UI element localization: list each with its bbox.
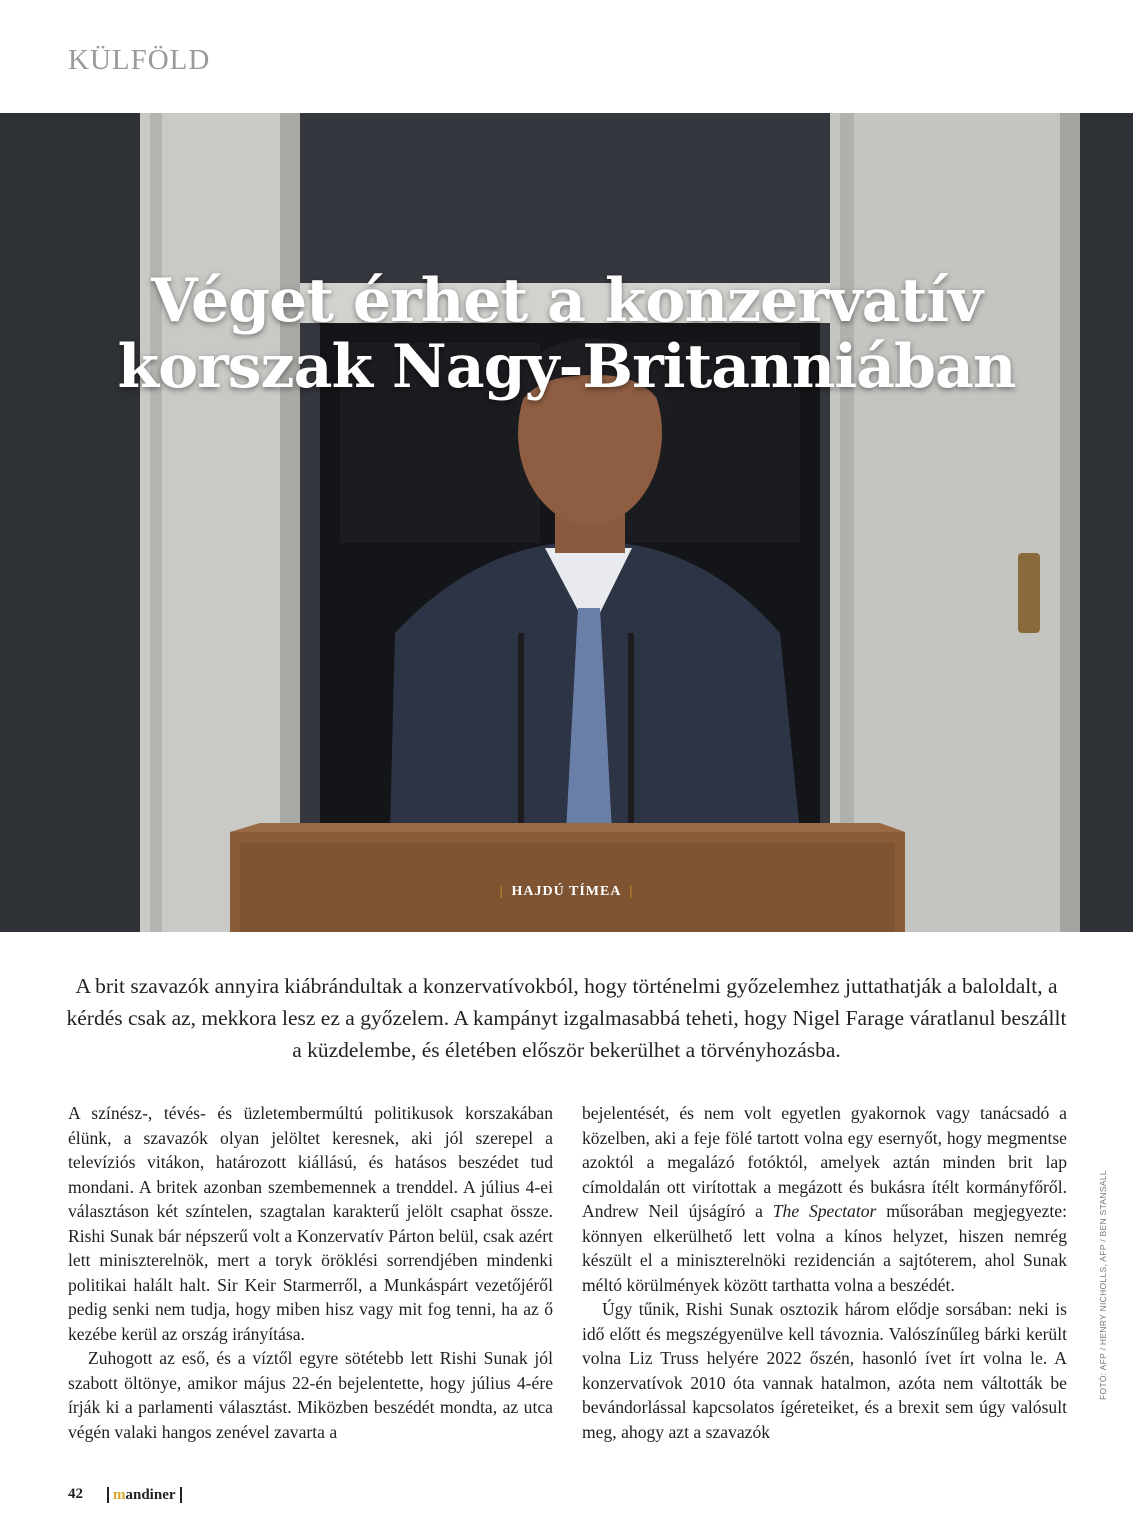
section-label: KÜLFÖLD — [68, 44, 211, 76]
paragraph: Zuhogott az eső, és a víztől egyre sötétebb lett Rishi Sunak jól szabott öltönye, amikor május 22-én bejelentette, hogy július 4-ére írják ki a parlamenti választást. Miközben beszédét mondta, az utca végén valaki hangos zenével zavarta a — [68, 1348, 553, 1442]
publication-title: The Spectator — [772, 1201, 877, 1221]
logo-text: andiner — [125, 1486, 176, 1503]
hero-photo — [0, 113, 1133, 932]
lead-paragraph: A brit szavazók annyira kiábrándultak a konzervatívokból, hogy történelmi győzelemhez juttathatják a baloldalt, a kérdés csak az, mekkora lesz ez a győzelem. A kampányt izgalmasabbá teheti, hogy Nigel Farage váratlanul beszállt a küzdelembe, és életében először bekerülhet a törvényhozásba. — [66, 974, 1067, 1062]
paragraph: Úgy tűnik, Rishi Sunak osztozik három elődje sorsában: neki is idő előtt és megszégyenülve kell távoznia. Valószínűleg bárki került volna Liz Truss helyére 2022 őszén, hasonló ívet írt volna le. A konzervatívok 2010 óta vannak hatalmon, azóta nem váltották be bevándorlással kapcsolatos ígéreteiket, és a brexit sem úgy valósult meg, ahogy azt a szavazók — [582, 1299, 1067, 1442]
page-footer — [68, 1486, 182, 1503]
byline-author: HAJDÚ TÍMEA — [511, 884, 622, 899]
paragraph-text: bejelentését, és nem volt egyetlen gyakornok vagy tanácsadó a közelben, aki a feje fölé tartott volna egy esernyőt, hogy megmentse azoktól a megalázó fotóktól, amelyek aztán minden brit lap címoldalán ott virítottak a megázott és bukásra ítélt kormányfőről. Andrew Neil újságíró a — [582, 1103, 1067, 1221]
publication-logo — [107, 1487, 182, 1503]
photo-credit: FOTÓ: AFP / HENRY NICHOLLS, AFP / BEN STANSALL — [1098, 1170, 1108, 1400]
headline-line-2: korszak Nagy-Britanniában — [117, 332, 1016, 402]
byline-divider-left: | — [499, 884, 504, 899]
article-column-left — [68, 1101, 553, 1444]
headline-line-1: Véget érhet a konzervatív — [150, 266, 983, 336]
headline — [0, 268, 1133, 400]
byline — [0, 884, 1133, 900]
article-column-right — [582, 1101, 1067, 1444]
paragraph-text: műsorában megjegyezte: könnyen elkerülhető lett volna a kínos helyzet, hiszen nemrég készült el a miniszterelnöki rezidencián a sajtóterem, ahol Sunak méltó körülmények között tarthatta volna a beszédét. — [582, 1201, 1067, 1295]
page-number: 42 — [68, 1486, 83, 1502]
hero-photo-illustration — [0, 113, 1133, 932]
byline-divider-right: | — [629, 884, 634, 899]
paragraph — [582, 1101, 1067, 1297]
paragraph: A színész-, tévés- és üzletembermúltú politikusok korszakában élünk, a szavazók olyan jelöltet keresnek, aki jól szerepel a televíziós vitákon, határozott kiállású, és hatásos beszédet tud mondani. A britek azonban szembemennek a trenddel. A július 4-ei választáson két színtelen, szagtalan karakterű jelölt csaphat össze. Rishi Sunak bár népszerű volt a Konzervatív Párton belül, csak azért lett miniszterelnök, mert a toryk öröklési sorrendjében mindenki politikai halált halt. Sir Keir Starmerről, a Munkáspárt vezetőjéről pedig senki nem tudja, hogy miben hisz vagy mit fog tenni, ha az ő kezébe kerül az ország irányítása. — [68, 1103, 553, 1344]
logo-accent: m — [113, 1486, 126, 1503]
